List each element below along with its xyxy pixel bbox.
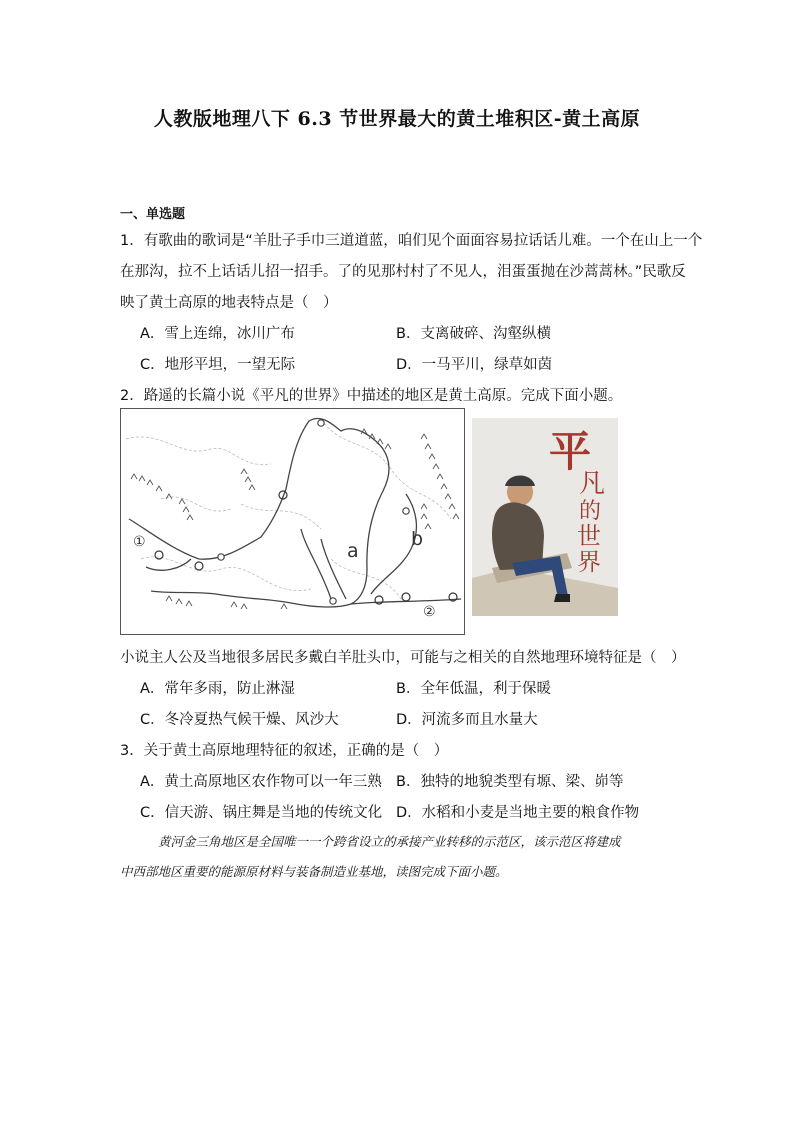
map-label-a: a: [347, 540, 359, 562]
q2-sub-stem: 小说主人公及当地很多居民多戴白羊肚头巾，可能与之相关的自然地理环境特征是（ ）: [120, 650, 686, 666]
q3-option-b[interactable]: B．独特的地貌类型有塬、梁、峁等: [396, 774, 624, 790]
map-label-1: ①: [133, 534, 146, 550]
intro-line-1: 黄河金三角地区是全国唯一一个跨省设立的承接产业转移的示范区，该示范区将建成: [158, 834, 621, 849]
q3-stem: 3．关于黄土高原地理特征的叙述，正确的是（ ）: [120, 743, 449, 759]
q1-line-3: 映了黄土高原的地表特点是（ ）: [120, 295, 338, 311]
book-title-char-2: 凡: [578, 469, 606, 499]
q3-option-c[interactable]: C．信天游、锅庄舞是当地的传统文化: [140, 805, 383, 821]
page-title: 人教版地理八下 6.3 节世界最大的黄土堆积区-黄土高原: [153, 108, 641, 130]
q1-option-c[interactable]: C．地形平坦，一望无际: [140, 357, 296, 373]
q3-option-a[interactable]: A．黄土高原地区农作物可以一年三熟: [140, 774, 382, 790]
q3-option-d[interactable]: D．水稻和小麦是当地主要的粮食作物: [396, 805, 640, 821]
book-title-char-1: 平: [548, 427, 592, 476]
q1-option-a[interactable]: A．雪上连绵，冰川广布: [140, 326, 295, 342]
map-drawing: [121, 409, 464, 634]
book-cover-drawing: [472, 418, 618, 616]
q1-option-d[interactable]: D．一马平川，绿草如茵: [396, 357, 553, 373]
book-title-char-4: 世: [577, 522, 601, 550]
section-heading: 一、单选题: [120, 207, 186, 222]
q2-option-b[interactable]: B．全年低温，利于保暖: [396, 681, 551, 697]
book-title-char-5: 界: [577, 548, 601, 576]
map-label-b: b: [411, 528, 424, 550]
loess-plateau-map: [120, 408, 465, 635]
map-label-2: ②: [423, 604, 436, 620]
q1-option-b[interactable]: B．支离破碎、沟壑纵横: [396, 326, 551, 342]
q2-option-d[interactable]: D．河流多而且水量大: [396, 712, 538, 728]
q2-stem: 2．路遥的长篇小说《平凡的世界》中描述的地区是黄土高原。完成下面小题。: [120, 388, 623, 404]
q1-line-1: 1．有歌曲的歌词是“羊肚子手巾三道道蓝，咱们见个面面容易拉话话儿难。一个在山上一个: [120, 233, 703, 249]
q2-option-c[interactable]: C．冬冷夏热气候干燥、风沙大: [140, 712, 339, 728]
intro-line-2: 中西部地区重要的能源原材料与装备制造业基地，读图完成下面小题。: [120, 864, 508, 879]
q1-line-2: 在那沟，拉不上话话儿招一招手。了的见那村村了不见人，泪蛋蛋抛在沙蒿蒿林。”民歌反: [120, 264, 686, 280]
book-cover-image: [472, 418, 618, 616]
book-title-char-3: 的: [578, 499, 602, 524]
q2-option-a[interactable]: A．常年多雨，防止淋湿: [140, 681, 295, 697]
